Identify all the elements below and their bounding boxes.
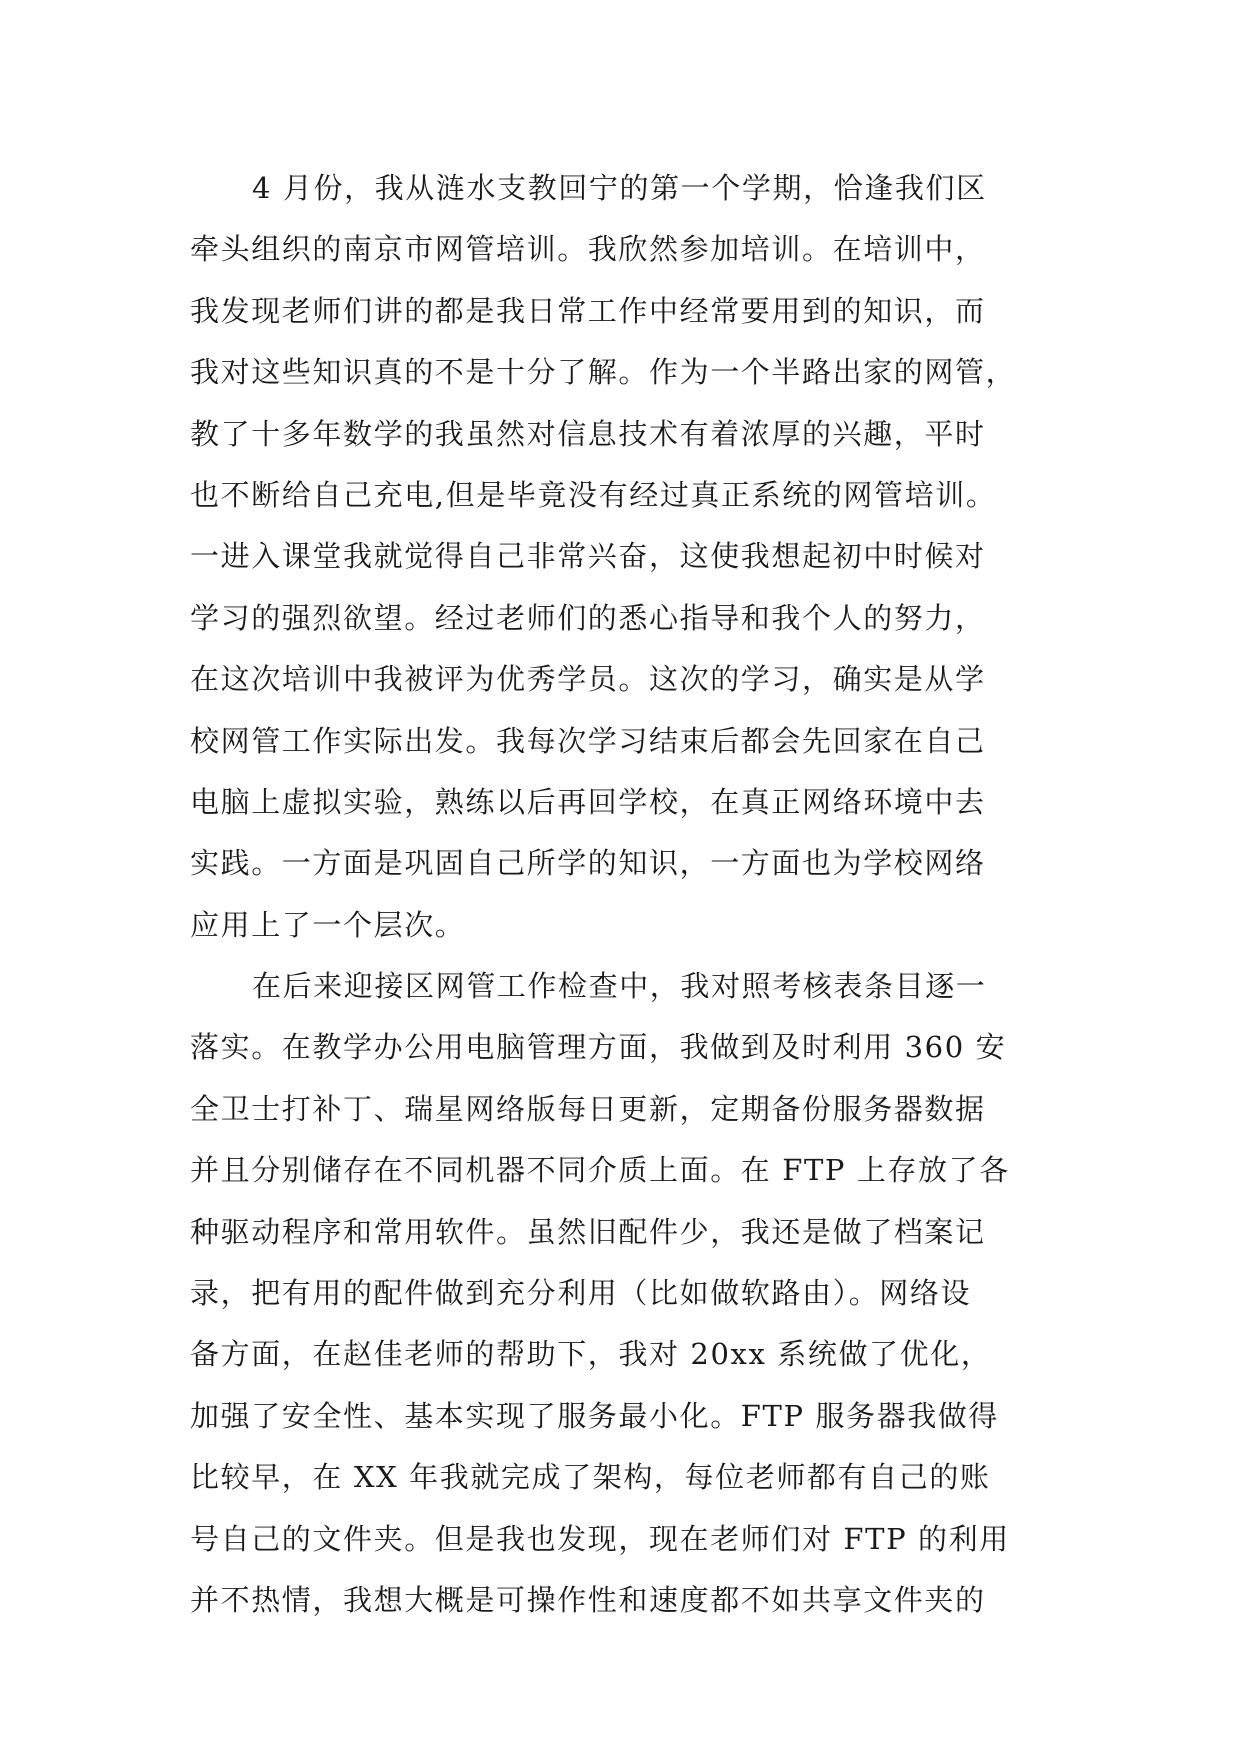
text-line: 也不断给自己充电,但是毕竟没有经过真正系统的网管培训。: [190, 477, 997, 512]
text-line: 教了十多年数学的我虽然对信息技术有着浓厚的兴趣，平时: [190, 416, 986, 451]
text-line: 一进入课堂我就觉得自己非常兴奋，这使我想起初中时候对: [190, 539, 986, 574]
text-line: 比较早，在 XX 年我就完成了架构，每位老师都有自己的账: [190, 1460, 991, 1495]
text-line: 备方面，在赵佳老师的帮助下，我对 20xx 系统做了优化，: [190, 1337, 992, 1372]
text-line: 种驱动程序和常用软件。虽然旧配件少，我还是做了档案记: [190, 1214, 986, 1249]
text-line: 并不热情，我想大概是可操作性和速度都不如共享文件夹的: [190, 1582, 986, 1617]
text-line: 我对这些知识真的不是十分了解。作为一个半路出家的网管，: [190, 355, 1017, 390]
paragraph-2: [190, 956, 1070, 1631]
text-line: 录，把有用的配件做到充分利用（比如做软路由）。网络设: [190, 1276, 972, 1311]
document-body: [190, 158, 1070, 1631]
text-line: 在后来迎接区网管工作检查中，我对照考核表条目逐一: [252, 969, 987, 1004]
text-line: 牵头组织的南京市网管培训。我欣然参加培训。在培训中，: [190, 232, 986, 267]
text-line: 校网管工作实际出发。我每次学习结束后都会先回家在自己: [190, 723, 986, 758]
text-line: 并且分别储存在不同机器不同介质上面。在 FTP 上存放了各: [190, 1153, 1010, 1188]
text-line: 全卫士打补丁、瑞星网络版每日更新，定期备份服务器数据: [190, 1091, 986, 1126]
text-line: 电脑上虚拟实验，熟练以后再回学校，在真正网络环境中去: [190, 784, 986, 819]
text-line: 学习的强烈欲望。经过老师们的悉心指导和我个人的努力，: [190, 600, 986, 635]
text-line: 4 月份，我从涟水支教回宁的第一个学期，恰逢我们区: [252, 171, 987, 205]
text-line: 应用上了一个层次。: [190, 907, 466, 942]
text-line: 我发现老师们讲的都是我日常工作中经常要用到的知识，而: [190, 293, 986, 328]
text-line: 在这次培训中我被评为优秀学员。这次的学习，确实是从学: [190, 662, 986, 697]
text-line: 号自己的文件夹。但是我也发现，现在老师们对 FTP 的利用: [190, 1521, 1010, 1556]
text-line: 实践。一方面是巩固自己所学的知识，一方面也为学校网络: [190, 846, 986, 881]
text-line: 落实。在教学办公用电脑管理方面，我做到及时利用 360 安: [190, 1030, 1007, 1065]
text-line: 加强了安全性、基本实现了服务最小化。FTP 服务器我做得: [190, 1398, 999, 1433]
paragraph-1: [190, 158, 1070, 956]
